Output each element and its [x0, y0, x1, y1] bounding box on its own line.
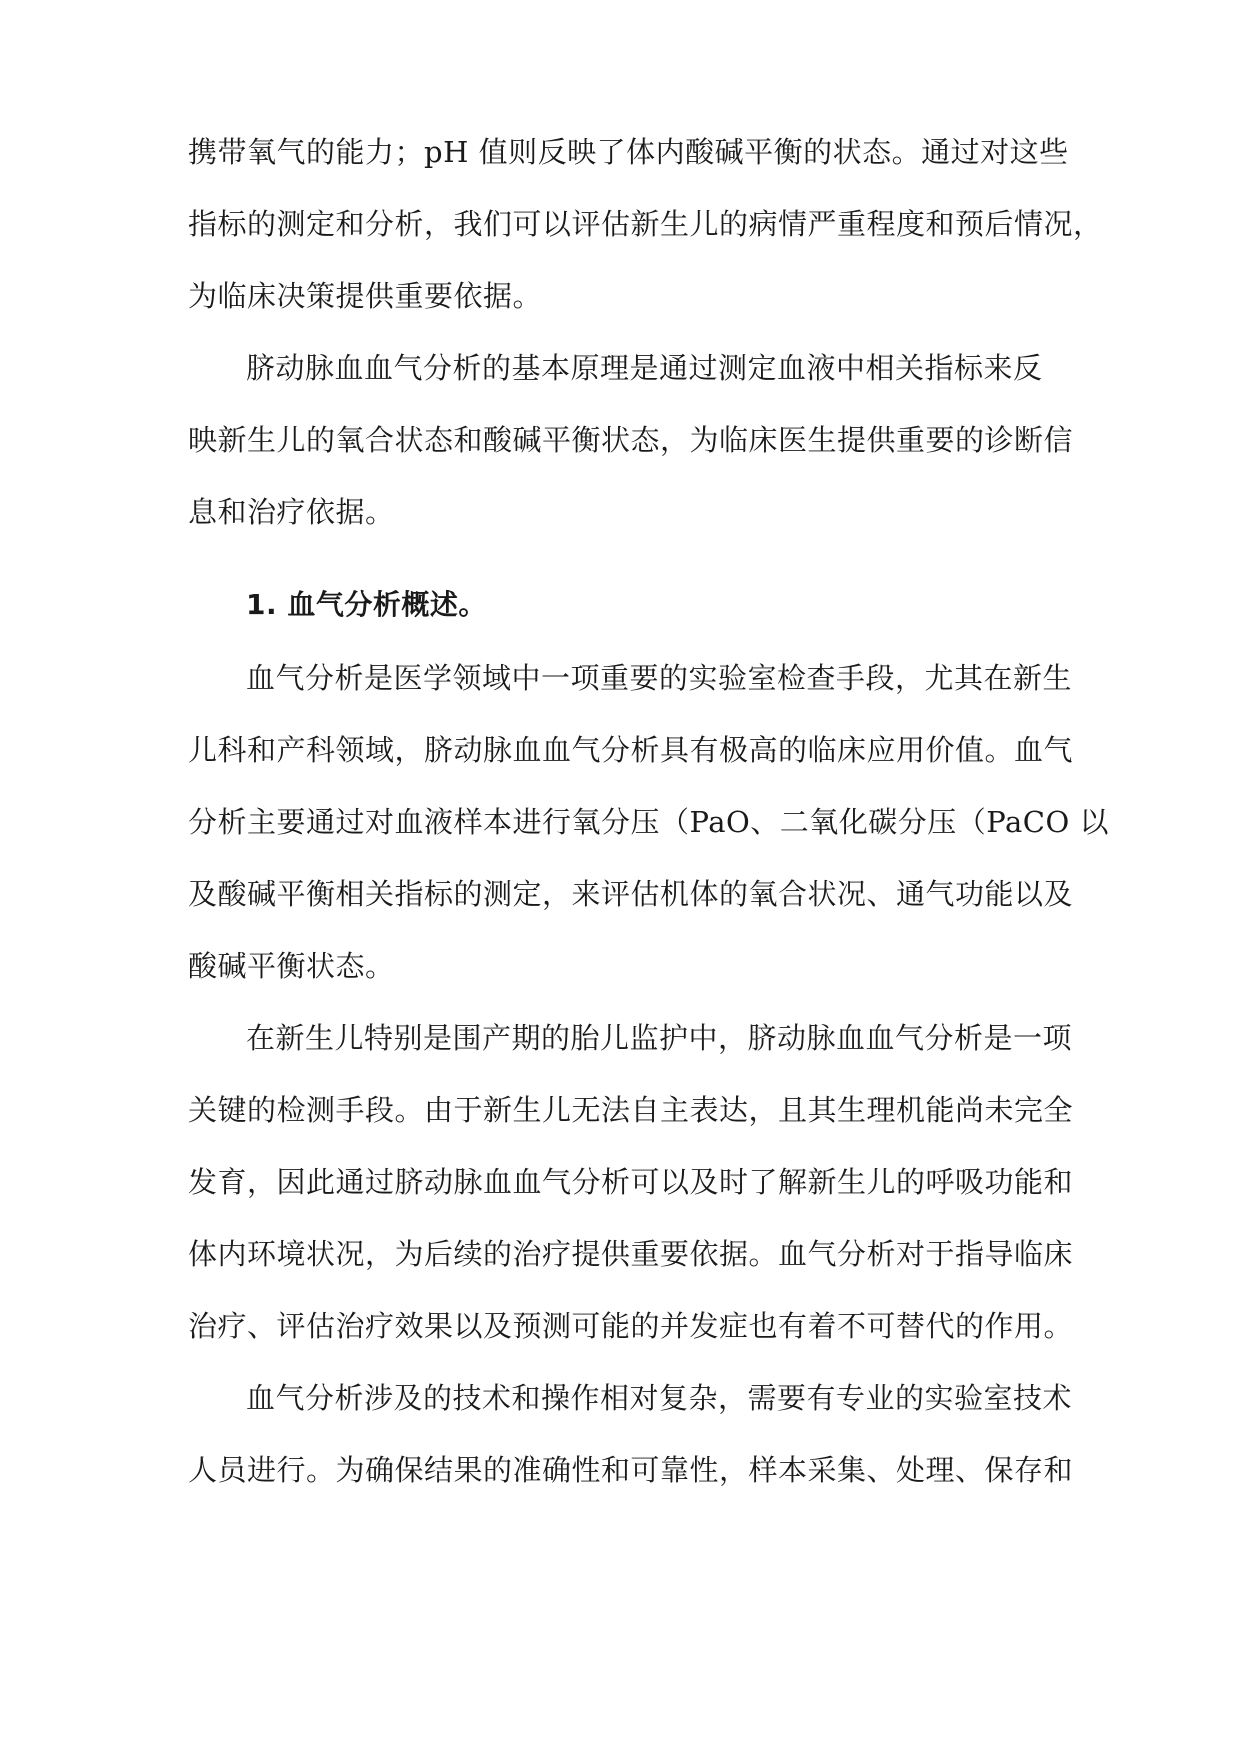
paragraph-3-line-5: 酸碱平衡状态。 — [188, 949, 395, 983]
paragraph-4-line-1: 在新生儿特别是围产期的胎儿监护中，脐动脉血血气分析是一项 — [246, 1021, 1073, 1055]
paragraph-2-line-1: 脐动脉血血气分析的基本原理是通过测定血液中相关指标来反 — [246, 351, 1043, 385]
paragraph-3-line-4: 及酸碱平衡相关指标的测定，来评估机体的氧合状况、通气功能以及 — [188, 877, 1074, 911]
paragraph-3-line-2: 儿科和产科领域，脐动脉血血气分析具有极高的临床应用价值。血气 — [188, 733, 1074, 767]
paragraph-5-line-2: 人员进行。为确保结果的准确性和可靠性，样本采集、处理、保存和 — [188, 1453, 1074, 1487]
paragraph-1-line-2: 指标的测定和分析，我们可以评估新生儿的病情严重程度和预后情况， — [188, 207, 1103, 241]
paragraph-4-line-5: 治疗、评估治疗效果以及预测可能的并发症也有着不可替代的作用。 — [188, 1309, 1074, 1343]
paragraph-2-line-3: 息和治疗依据。 — [188, 495, 395, 529]
paragraph-4-line-2: 关键的检测手段。由于新生儿无法自主表达，且其生理机能尚未完全 — [188, 1093, 1074, 1127]
paragraph-4-line-3: 发育，因此通过脐动脉血血气分析可以及时了解新生儿的呼吸功能和 — [188, 1165, 1074, 1199]
paragraph-5-line-1: 血气分析涉及的技术和操作相对复杂，需要有专业的实验室技术 — [246, 1381, 1073, 1415]
paragraph-3-line-1: 血气分析是医学领域中一项重要的实验室检查手段，尤其在新生 — [246, 661, 1073, 695]
paragraph-1-line-1: 携带氧气的能力；pH 值则反映了体内酸碱平衡的状态。通过对这些 — [188, 135, 1069, 169]
section-heading: 1. 血气分析概述。 — [246, 588, 487, 621]
paragraph-3-line-3: 分析主要通过对血液样本进行氧分压（PaO、二氧化碳分压（PaCO 以 — [188, 805, 1109, 839]
paragraph-4-line-4: 体内环境状况，为后续的治疗提供重要依据。血气分析对于指导临床 — [188, 1237, 1074, 1271]
paragraph-1-line-3: 为临床决策提供重要依据。 — [188, 279, 543, 313]
paragraph-2-line-2: 映新生儿的氧合状态和酸碱平衡状态，为临床医生提供重要的诊断信 — [188, 423, 1074, 457]
